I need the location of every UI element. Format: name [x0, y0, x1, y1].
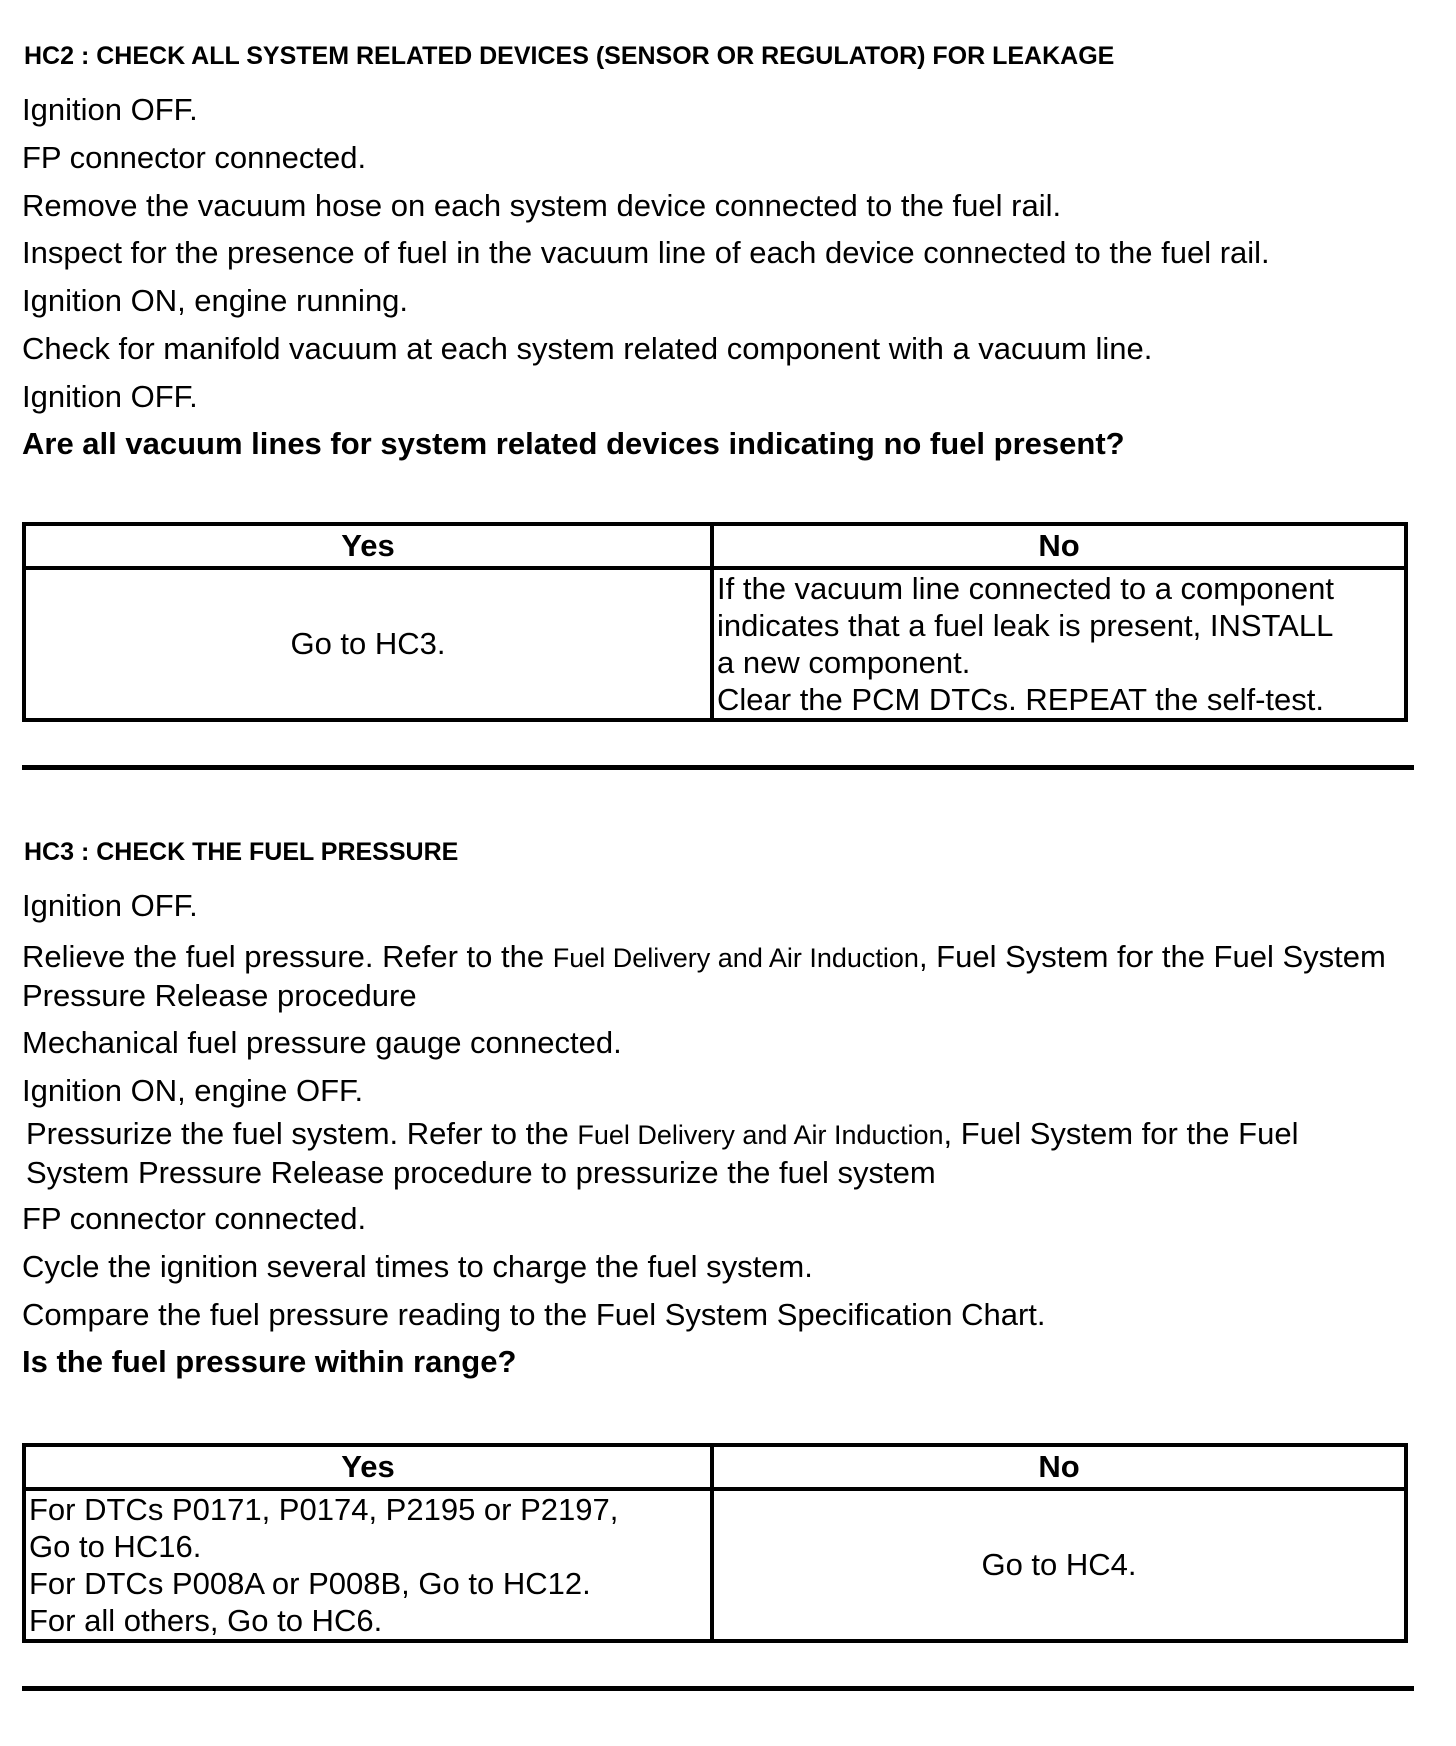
section-divider: [22, 1686, 1414, 1691]
hc2-no-line: indicates that a fuel leak is present, INSTALL: [717, 608, 1334, 643]
hc3-step-5-text: Pressurize the fuel system. Refer to the: [26, 1116, 569, 1151]
hc2-yes-header: Yes: [24, 524, 712, 568]
hc3-step-2-text-end: , Fuel System for the Fuel System Pressure Release procedure: [22, 939, 1386, 1013]
hc3-answer-table: [22, 1443, 1408, 1643]
hc3-step-5-text-end: , Fuel System for the Fuel System Pressure Release procedure to pressurize the fuel system: [26, 1116, 1299, 1190]
hc3-step-1: Ignition OFF.: [22, 888, 198, 923]
hc2-no-line: Clear the PCM DTCs. REPEAT the self-test.: [717, 682, 1324, 717]
hc2-no-cell: [712, 568, 1406, 720]
hc3-step-3: Mechanical fuel pressure gauge connected.: [22, 1025, 622, 1060]
section-divider: [22, 765, 1414, 770]
hc3-yes-header: Yes: [24, 1445, 712, 1489]
hc2-yes-cell: [24, 568, 712, 720]
hc3-step-5: [26, 1115, 1406, 1191]
hc2-yes-text: Go to HC3.: [290, 626, 446, 661]
hc3-no-text: Go to HC4.: [981, 1547, 1137, 1582]
hc2-question: Are all vacuum lines for system related devices indicating no fuel present?: [22, 426, 1125, 461]
hc2-step-3: Remove the vacuum hose on each system device connected to the fuel rail.: [22, 188, 1062, 223]
hc3-no-header: No: [712, 1445, 1406, 1489]
hc3-yes-cell: [24, 1489, 712, 1641]
hc2-answer-table: [22, 522, 1408, 722]
hc3-step-8: Compare the fuel pressure reading to the Fuel System Specification Chart.: [22, 1297, 1046, 1332]
hc3-no-cell: [712, 1489, 1406, 1641]
hc3-step-5-reference: Fuel Delivery and Air Induction: [577, 1120, 944, 1150]
hc3-yes-line: For DTCs P0171, P0174, P2195 or P2197,: [29, 1492, 619, 1527]
hc2-step-2: FP connector connected.: [22, 140, 367, 175]
hc2-no-line: a new component.: [717, 645, 971, 680]
hc3-heading: HC3 : CHECK THE FUEL PRESSURE: [24, 838, 459, 866]
hc2-no-header: No: [712, 524, 1406, 568]
hc3-yes-line: For all others, Go to HC6.: [29, 1603, 383, 1638]
hc3-step-7: Cycle the ignition several times to charge the fuel system.: [22, 1249, 813, 1284]
hc3-yes-line: Go to HC16.: [29, 1529, 202, 1564]
hc3-step-4: Ignition ON, engine OFF.: [22, 1073, 364, 1108]
hc3-yes-line: For DTCs P008A or P008B, Go to HC12.: [29, 1566, 591, 1601]
hc2-step-7: Ignition OFF.: [22, 379, 198, 414]
hc3-step-6: FP connector connected.: [22, 1201, 367, 1236]
hc2-no-line: If the vacuum line connected to a component: [717, 571, 1334, 606]
hc2-step-4: Inspect for the presence of fuel in the vacuum line of each device connected to the fuel rail.: [22, 235, 1270, 270]
hc2-heading: HC2 : CHECK ALL SYSTEM RELATED DEVICES (SENSOR OR REGULATOR) FOR LEAKAGE: [24, 42, 1115, 70]
hc2-step-5: Ignition ON, engine running.: [22, 283, 409, 318]
hc2-step-1: Ignition OFF.: [22, 92, 198, 127]
hc3-step-2-text: Relieve the fuel pressure. Refer to the: [22, 939, 545, 974]
hc3-question: Is the fuel pressure within range?: [22, 1344, 517, 1379]
hc3-step-2: [22, 938, 1402, 1014]
hc2-step-6: Check for manifold vacuum at each system related component with a vacuum line.: [22, 331, 1153, 366]
hc3-step-2-reference: Fuel Delivery and Air Induction: [552, 943, 919, 973]
